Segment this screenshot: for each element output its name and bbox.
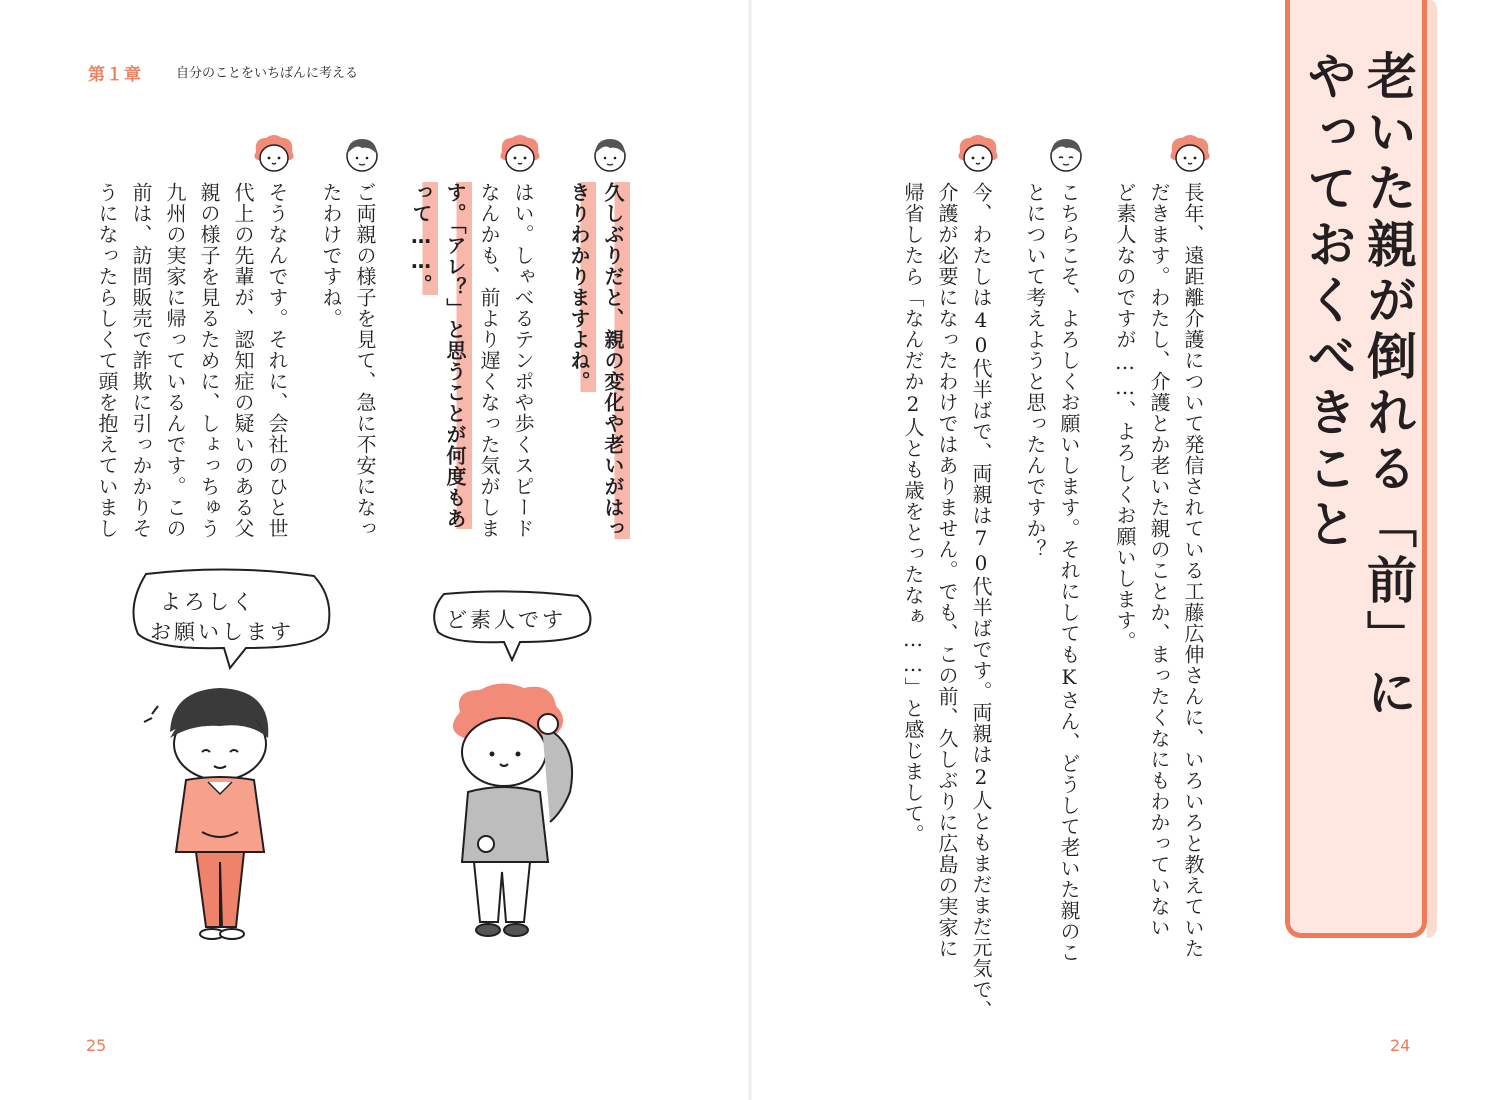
- page-gutter: [748, 0, 752, 1100]
- text-column: そうなんです。それに、会社のひと世: [265, 182, 289, 539]
- text-column: 今、わたしは40代半ばで、両親は70代半ばです。両親は2人ともまだまだ元気で、: [969, 182, 993, 1021]
- highlighted-text-column: 久しぶりだと、親の変化や老いがはっ: [596, 182, 630, 539]
- speech-bubble-line: ど素人です: [446, 608, 566, 632]
- kudo-face-icon: [1168, 134, 1212, 174]
- page-number-right: 24: [1390, 1036, 1411, 1055]
- page-number-left: 25: [86, 1036, 107, 1055]
- text-column: ど素人なのですが……、よろしくお願いします。: [1113, 182, 1137, 652]
- kudo-face-icon: [498, 134, 542, 174]
- kudo-face-icon: [252, 134, 296, 174]
- text-column: 長年、遠距離介護について発信されている工藤広伸さんに、いろいろと教えていた: [1181, 182, 1205, 959]
- text-column: 介護が必要になったわけではありません。でも、この前、久しぶりに広島の実家に: [935, 182, 959, 959]
- text-column: なんかも、前より遅くなった気がしま: [477, 182, 501, 539]
- chapter-title: 自分のことをいちばんに考える: [176, 66, 359, 81]
- text-column: 前は、訪問販売で詐欺に引っかかりそ: [129, 182, 153, 539]
- speech-bubble-line: よろしく: [160, 590, 256, 614]
- kudo-face-icon: [956, 134, 1000, 174]
- highlighted-text-column: って……。: [404, 182, 438, 295]
- highlighted-text-column: す。「アレ？」と思うことが何度もあ: [438, 182, 472, 529]
- text-column: とについて考えようと思ったんですか？: [1023, 182, 1047, 560]
- k-face-icon: [1044, 134, 1088, 174]
- text-column: こちらこそ、よろしくお願いします。それにしてもKさん、どうして老いた親のこ: [1057, 182, 1081, 963]
- chapter-label: 第１章: [88, 65, 142, 85]
- k-face-icon: [588, 134, 632, 174]
- section-title-line-2: やっておくべきこと: [1299, 50, 1357, 554]
- text-column: たわけですね。: [319, 182, 343, 329]
- text-column: だきます。わたし、介護とか老いた親のことか、まったくなにもわかっていない: [1147, 182, 1171, 938]
- section-title-line-1: 老いた親が倒れる「前」に: [1359, 50, 1417, 722]
- text-column: 帰省したら「なんだか2人とも歳をとったなぁ……」と感じまして。: [901, 182, 925, 845]
- text-column: 九州の実家に帰っているんです。この: [163, 182, 187, 539]
- speech-bubble-line: お願いします: [150, 620, 294, 644]
- k-face-icon: [340, 134, 384, 174]
- text-column: 親の様子を見るために、しょっちゅう: [197, 182, 221, 539]
- bowing-woman-illustration: [140, 682, 290, 942]
- text-column: はい。しゃべるテンポや歩くスピード: [511, 182, 535, 539]
- text-column: ご両親の様子を見て、急に不安になっ: [353, 182, 377, 539]
- text-column: うになったらしくて頭を抱えていまし: [95, 182, 119, 539]
- highlighted-text-column: きりわかりますよね。: [562, 182, 596, 392]
- text-column: 代上の先輩が、認知症の疑いのある父: [231, 182, 255, 539]
- scratching-head-man-illustration: [440, 682, 590, 944]
